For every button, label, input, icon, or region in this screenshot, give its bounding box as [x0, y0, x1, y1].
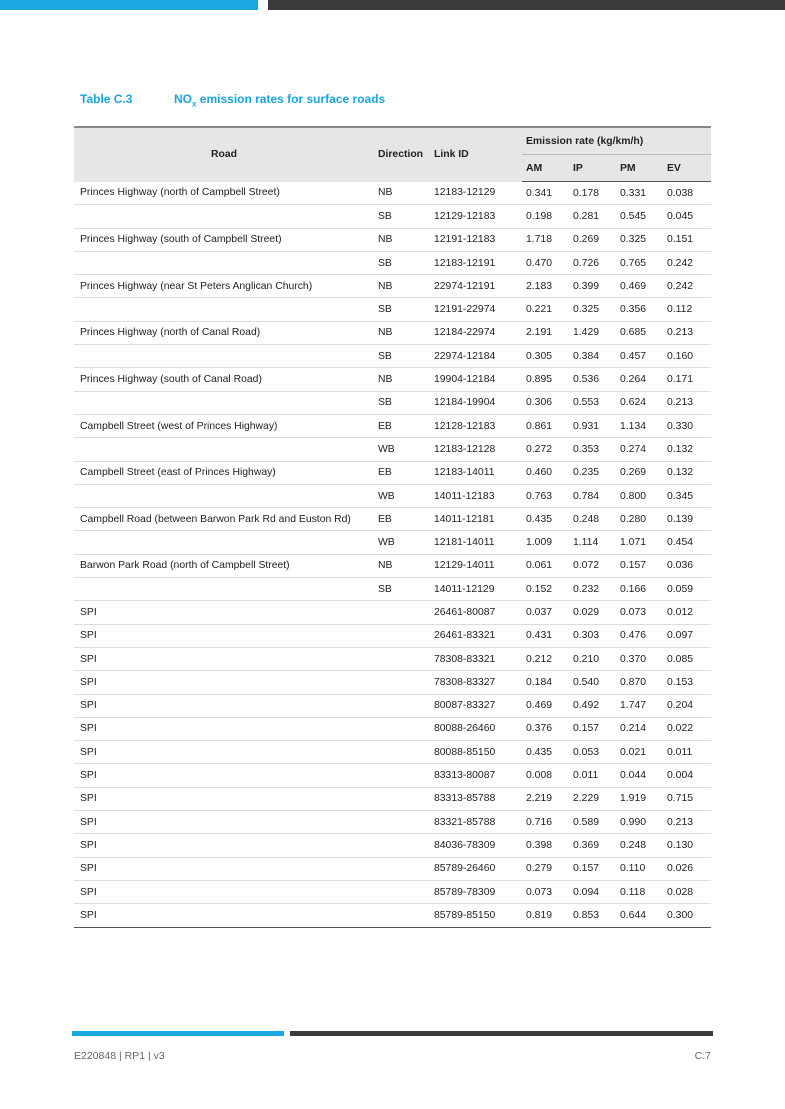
cell-direction: EB [374, 508, 430, 531]
cell-am: 0.008 [522, 764, 569, 787]
cell-road: SPI [74, 624, 374, 647]
cell-road: SPI [74, 601, 374, 624]
cell-ev: 0.213 [663, 321, 711, 344]
cell-road [74, 531, 374, 554]
header-link-id: Link ID [430, 127, 522, 182]
cell-pm: 0.021 [616, 741, 663, 764]
cell-road: SPI [74, 717, 374, 740]
cell-ip: 0.157 [569, 717, 616, 740]
cell-road: SPI [74, 764, 374, 787]
cell-road: Princes Highway (near St Peters Anglican Church) [74, 275, 374, 298]
top-dark-bar [268, 0, 785, 10]
cell-ev: 0.045 [663, 205, 711, 228]
table-row [74, 624, 711, 647]
cell-ip: 0.248 [569, 508, 616, 531]
cell-ev: 0.213 [663, 391, 711, 414]
cell-am: 1.718 [522, 228, 569, 251]
cell-direction [374, 857, 430, 880]
cell-link-id: 83321-85788 [430, 811, 522, 834]
table-row [74, 578, 711, 601]
table-row [74, 461, 711, 484]
cell-direction [374, 717, 430, 740]
cell-direction: NB [374, 182, 430, 205]
header-pm: PM [616, 155, 663, 182]
footer-accent-bar [72, 1031, 284, 1036]
cell-road [74, 391, 374, 414]
cell-ev: 0.300 [663, 904, 711, 927]
table-row [74, 694, 711, 717]
cell-direction [374, 741, 430, 764]
cell-direction [374, 904, 430, 927]
cell-link-id: 26461-80087 [430, 601, 522, 624]
cell-link-id: 85789-26460 [430, 857, 522, 880]
top-accent-bar [0, 0, 258, 10]
cell-pm: 0.325 [616, 228, 663, 251]
cell-road: Campbell Road (between Barwon Park Rd and Euston Rd) [74, 508, 374, 531]
cell-am: 1.009 [522, 531, 569, 554]
cell-pm: 0.331 [616, 182, 663, 205]
emission-table [74, 126, 711, 928]
cell-pm: 0.685 [616, 321, 663, 344]
cell-pm: 0.157 [616, 554, 663, 577]
cell-am: 0.435 [522, 508, 569, 531]
cell-road [74, 205, 374, 228]
cell-road: Barwon Park Road (north of Campbell Street) [74, 554, 374, 577]
table-row [74, 298, 711, 321]
cell-pm: 0.274 [616, 438, 663, 461]
cell-link-id: 85789-78309 [430, 880, 522, 903]
cell-direction: WB [374, 438, 430, 461]
cell-pm: 0.110 [616, 857, 663, 880]
cell-road: Campbell Street (west of Princes Highway) [74, 414, 374, 437]
cell-ev: 0.242 [663, 275, 711, 298]
cell-ip: 0.369 [569, 834, 616, 857]
cell-pm: 0.248 [616, 834, 663, 857]
cell-ip: 0.094 [569, 880, 616, 903]
cell-ev: 0.715 [663, 787, 711, 810]
cell-road [74, 251, 374, 274]
cell-am: 0.073 [522, 880, 569, 903]
cell-ev: 0.242 [663, 251, 711, 274]
cell-direction: NB [374, 321, 430, 344]
header-road: Road [74, 127, 374, 182]
cell-link-id: 12129-12183 [430, 205, 522, 228]
cell-ip: 0.235 [569, 461, 616, 484]
cell-ip: 0.011 [569, 764, 616, 787]
cell-am: 0.272 [522, 438, 569, 461]
cell-pm: 0.214 [616, 717, 663, 740]
cell-am: 2.191 [522, 321, 569, 344]
cell-am: 0.152 [522, 578, 569, 601]
cell-direction: WB [374, 531, 430, 554]
cell-ev: 0.036 [663, 554, 711, 577]
cell-am: 0.435 [522, 741, 569, 764]
table-row [74, 717, 711, 740]
cell-ev: 0.012 [663, 601, 711, 624]
table-row [74, 182, 711, 205]
cell-ip: 2.229 [569, 787, 616, 810]
cell-direction: WB [374, 484, 430, 507]
cell-am: 0.763 [522, 484, 569, 507]
table-row [74, 391, 711, 414]
cell-pm: 1.747 [616, 694, 663, 717]
table-row [74, 531, 711, 554]
cell-ev: 0.022 [663, 717, 711, 740]
table-row [74, 228, 711, 251]
cell-ip: 0.492 [569, 694, 616, 717]
cell-direction: SB [374, 391, 430, 414]
header-am: AM [522, 155, 569, 182]
cell-link-id: 80087-83327 [430, 694, 522, 717]
cell-link-id: 83313-80087 [430, 764, 522, 787]
table-row [74, 741, 711, 764]
cell-ev: 0.213 [663, 811, 711, 834]
cell-ev: 0.026 [663, 857, 711, 880]
cell-link-id: 22974-12191 [430, 275, 522, 298]
cell-ev: 0.153 [663, 671, 711, 694]
table-row [74, 251, 711, 274]
cell-pm: 0.370 [616, 647, 663, 670]
table-body [74, 182, 711, 928]
cell-direction [374, 624, 430, 647]
cell-link-id: 12191-22974 [430, 298, 522, 321]
table-row [74, 787, 711, 810]
cell-ip: 1.114 [569, 531, 616, 554]
cell-road [74, 438, 374, 461]
cell-direction [374, 694, 430, 717]
header-ip: IP [569, 155, 616, 182]
cell-road: SPI [74, 741, 374, 764]
header-emission-rate: Emission rate (kg/km/h) [522, 127, 711, 155]
cell-link-id: 26461-83321 [430, 624, 522, 647]
cell-ev: 0.112 [663, 298, 711, 321]
cell-ev: 0.059 [663, 578, 711, 601]
cell-link-id: 83313-85788 [430, 787, 522, 810]
table-row [74, 438, 711, 461]
cell-pm: 0.624 [616, 391, 663, 414]
cell-pm: 0.044 [616, 764, 663, 787]
cell-road: SPI [74, 694, 374, 717]
cell-road: Princes Highway (north of Campbell Street) [74, 182, 374, 205]
cell-am: 0.398 [522, 834, 569, 857]
cell-ev: 0.011 [663, 741, 711, 764]
cell-road [74, 298, 374, 321]
cell-am: 0.037 [522, 601, 569, 624]
cell-road: Campbell Street (east of Princes Highway) [74, 461, 374, 484]
footer-document-ref: E220848 | RP1 | v3 [74, 1050, 165, 1062]
cell-direction [374, 671, 430, 694]
cell-ip: 0.029 [569, 601, 616, 624]
cell-ev: 0.130 [663, 834, 711, 857]
cell-road: SPI [74, 671, 374, 694]
cell-ev: 0.345 [663, 484, 711, 507]
table-caption [80, 92, 385, 108]
cell-direction [374, 601, 430, 624]
cell-am: 0.061 [522, 554, 569, 577]
cell-ip: 0.325 [569, 298, 616, 321]
cell-direction: EB [374, 414, 430, 437]
cell-pm: 0.118 [616, 880, 663, 903]
footer-page-number: C.7 [694, 1050, 711, 1062]
cell-pm: 0.800 [616, 484, 663, 507]
table-row [74, 601, 711, 624]
cell-pm: 0.990 [616, 811, 663, 834]
cell-direction: SB [374, 345, 430, 368]
cell-pm: 0.264 [616, 368, 663, 391]
cell-pm: 0.457 [616, 345, 663, 368]
cell-pm: 0.870 [616, 671, 663, 694]
cell-direction: SB [374, 298, 430, 321]
cell-link-id: 14011-12183 [430, 484, 522, 507]
cell-ip: 0.269 [569, 228, 616, 251]
header-direction: Direction [374, 127, 430, 182]
cell-am: 0.819 [522, 904, 569, 927]
cell-ev: 0.132 [663, 438, 711, 461]
cell-link-id: 12129-14011 [430, 554, 522, 577]
cell-am: 2.183 [522, 275, 569, 298]
cell-ev: 0.204 [663, 694, 711, 717]
cell-link-id: 22974-12184 [430, 345, 522, 368]
table-row [74, 671, 711, 694]
cell-road [74, 345, 374, 368]
cell-direction: SB [374, 251, 430, 274]
cell-am: 0.431 [522, 624, 569, 647]
cell-pm: 0.476 [616, 624, 663, 647]
cell-ip: 0.540 [569, 671, 616, 694]
cell-ip: 0.281 [569, 205, 616, 228]
cell-am: 0.470 [522, 251, 569, 274]
cell-link-id: 80088-26460 [430, 717, 522, 740]
cell-am: 0.221 [522, 298, 569, 321]
cell-road: Princes Highway (north of Canal Road) [74, 321, 374, 344]
cell-link-id: 12181-14011 [430, 531, 522, 554]
cell-ev: 0.038 [663, 182, 711, 205]
table-row [74, 811, 711, 834]
cell-road: Princes Highway (south of Campbell Street) [74, 228, 374, 251]
cell-road [74, 578, 374, 601]
cell-link-id: 78308-83327 [430, 671, 522, 694]
cell-ip: 0.784 [569, 484, 616, 507]
cell-ev: 0.085 [663, 647, 711, 670]
table-row [74, 834, 711, 857]
cell-am: 0.279 [522, 857, 569, 880]
cell-am: 0.376 [522, 717, 569, 740]
cell-am: 0.895 [522, 368, 569, 391]
cell-ev: 0.160 [663, 345, 711, 368]
cell-link-id: 84036-78309 [430, 834, 522, 857]
cell-ev: 0.004 [663, 764, 711, 787]
cell-link-id: 12191-12183 [430, 228, 522, 251]
cell-ip: 0.384 [569, 345, 616, 368]
cell-link-id: 85789-85150 [430, 904, 522, 927]
cell-pm: 0.356 [616, 298, 663, 321]
header-ev: EV [663, 155, 711, 182]
cell-direction: SB [374, 205, 430, 228]
cell-ip: 0.072 [569, 554, 616, 577]
cell-road: SPI [74, 787, 374, 810]
cell-link-id: 12184-22974 [430, 321, 522, 344]
cell-ev: 0.097 [663, 624, 711, 647]
cell-am: 0.716 [522, 811, 569, 834]
cell-pm: 0.545 [616, 205, 663, 228]
cell-ip: 0.536 [569, 368, 616, 391]
cell-link-id: 14011-12181 [430, 508, 522, 531]
table-row [74, 857, 711, 880]
cell-ev: 0.171 [663, 368, 711, 391]
table-title: $NO_x$ emission rates for surface roads [174, 92, 386, 109]
cell-ip: 0.553 [569, 391, 616, 414]
cell-pm: 1.134 [616, 414, 663, 437]
cell-ip: 0.053 [569, 741, 616, 764]
cell-road: SPI [74, 647, 374, 670]
cell-ip: 0.178 [569, 182, 616, 205]
cell-ev: 0.139 [663, 508, 711, 531]
cell-road [74, 484, 374, 507]
table-row [74, 904, 711, 927]
cell-ip: 0.157 [569, 857, 616, 880]
cell-am: 0.861 [522, 414, 569, 437]
cell-ev: 0.151 [663, 228, 711, 251]
cell-direction [374, 834, 430, 857]
cell-ev: 0.454 [663, 531, 711, 554]
table-number: Table C.3 [80, 92, 133, 106]
cell-ip: 0.232 [569, 578, 616, 601]
cell-pm: 0.073 [616, 601, 663, 624]
cell-pm: 0.166 [616, 578, 663, 601]
cell-ip: 0.931 [569, 414, 616, 437]
cell-link-id: 14011-12129 [430, 578, 522, 601]
cell-link-id: 80088-85150 [430, 741, 522, 764]
cell-road: SPI [74, 857, 374, 880]
footer-dark-bar [290, 1031, 713, 1036]
cell-direction [374, 764, 430, 787]
table-row [74, 764, 711, 787]
cell-direction [374, 880, 430, 903]
table-row [74, 508, 711, 531]
cell-am: 0.184 [522, 671, 569, 694]
cell-link-id: 12184-19904 [430, 391, 522, 414]
cell-direction [374, 647, 430, 670]
cell-link-id: 78308-83321 [430, 647, 522, 670]
cell-am: 0.460 [522, 461, 569, 484]
cell-ip: 1.429 [569, 321, 616, 344]
cell-road: SPI [74, 880, 374, 903]
cell-road: SPI [74, 834, 374, 857]
cell-am: 0.305 [522, 345, 569, 368]
cell-direction: NB [374, 368, 430, 391]
cell-am: 0.469 [522, 694, 569, 717]
table-row [74, 414, 711, 437]
cell-road: Princes Highway (south of Canal Road) [74, 368, 374, 391]
cell-ev: 0.132 [663, 461, 711, 484]
cell-link-id: 12183-12129 [430, 182, 522, 205]
cell-am: 0.341 [522, 182, 569, 205]
cell-ip: 0.589 [569, 811, 616, 834]
table-row [74, 205, 711, 228]
cell-link-id: 12183-12191 [430, 251, 522, 274]
cell-road: SPI [74, 904, 374, 927]
cell-ip: 0.853 [569, 904, 616, 927]
table-row [74, 880, 711, 903]
cell-link-id: 12183-14011 [430, 461, 522, 484]
cell-ip: 0.726 [569, 251, 616, 274]
cell-pm: 0.765 [616, 251, 663, 274]
table-row [74, 484, 711, 507]
cell-road: SPI [74, 811, 374, 834]
cell-ip: 0.399 [569, 275, 616, 298]
cell-link-id: 12128-12183 [430, 414, 522, 437]
cell-pm: 1.071 [616, 531, 663, 554]
table-row [74, 275, 711, 298]
cell-ip: 0.210 [569, 647, 616, 670]
cell-direction: NB [374, 228, 430, 251]
cell-am: 0.306 [522, 391, 569, 414]
cell-am: 0.198 [522, 205, 569, 228]
cell-pm: 0.280 [616, 508, 663, 531]
cell-am: 0.212 [522, 647, 569, 670]
table-row [74, 368, 711, 391]
cell-pm: 0.269 [616, 461, 663, 484]
cell-link-id: 19904-12184 [430, 368, 522, 391]
cell-ip: 0.303 [569, 624, 616, 647]
cell-ip: 0.353 [569, 438, 616, 461]
table-row [74, 554, 711, 577]
cell-direction: NB [374, 554, 430, 577]
cell-pm: 1.919 [616, 787, 663, 810]
cell-direction: NB [374, 275, 430, 298]
cell-direction [374, 811, 430, 834]
cell-pm: 0.469 [616, 275, 663, 298]
cell-ev: 0.028 [663, 880, 711, 903]
cell-direction: SB [374, 578, 430, 601]
table-row [74, 345, 711, 368]
cell-am: 2.219 [522, 787, 569, 810]
cell-ev: 0.330 [663, 414, 711, 437]
cell-direction [374, 787, 430, 810]
table-row [74, 321, 711, 344]
cell-direction: EB [374, 461, 430, 484]
table-row [74, 647, 711, 670]
cell-pm: 0.644 [616, 904, 663, 927]
cell-link-id: 12183-12128 [430, 438, 522, 461]
